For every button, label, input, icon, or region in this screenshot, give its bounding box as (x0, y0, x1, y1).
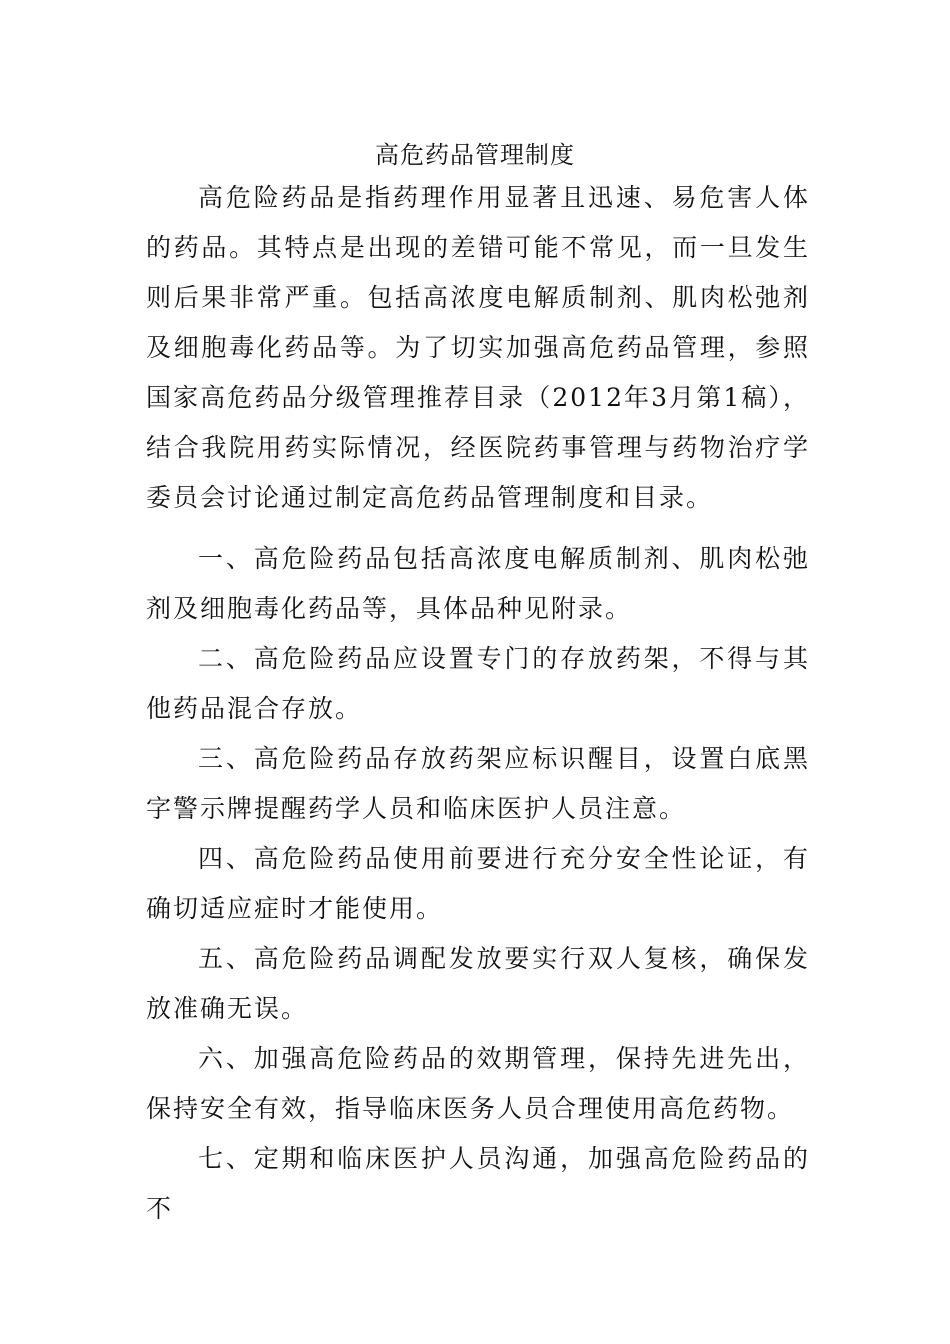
rule-item-5: 五、高危险药品调配发放要实行双人复核，确保发放准确无误。 (146, 944, 810, 1023)
intro-paragraph: 高危险药品是指药理作用显著且迅速、易危害人体的药品。其特点是出现的差错可能不常见，而一旦发生则后果非常严重。包括高浓度电解质制剂、肌肉松弛剂及细胞毒化药品等。为了切实加强高危药品管理，参照国家高危药品分级管理推荐目录（2012年3月第1稿），结合我院用药实际情况，经医院药事管理与药物治疗学委员会讨论通过制定高危药品管理制度和目录。 (146, 183, 810, 512)
rule-item-1: 一、高危险药品包括高浓度电解质制剂、肌肉松弛剂及细胞毒化药品等，具体品种见附录。 (146, 544, 810, 623)
rule-item-2: 二、高危险药品应设置专门的存放药架，不得与其他药品混合存放。 (146, 644, 810, 723)
rule-item-4: 四、高危险药品使用前要进行充分安全性论证，有确切适应症时才能使用。 (146, 844, 810, 923)
document-title: 高危药品管理制度 (375, 141, 575, 169)
rule-item-3: 三、高危险药品存放药架应标识醒目，设置白底黑字警示牌提醒药学人员和临床医护人员注意。 (146, 744, 810, 823)
rule-item-6: 六、加强高危险药品的效期管理，保持先进先出，保持安全有效，指导临床医务人员合理使用高危药物。 (146, 1044, 810, 1123)
rule-item-7: 七、定期和临床医护人员沟通，加强高危险药品的不 (146, 1144, 810, 1223)
